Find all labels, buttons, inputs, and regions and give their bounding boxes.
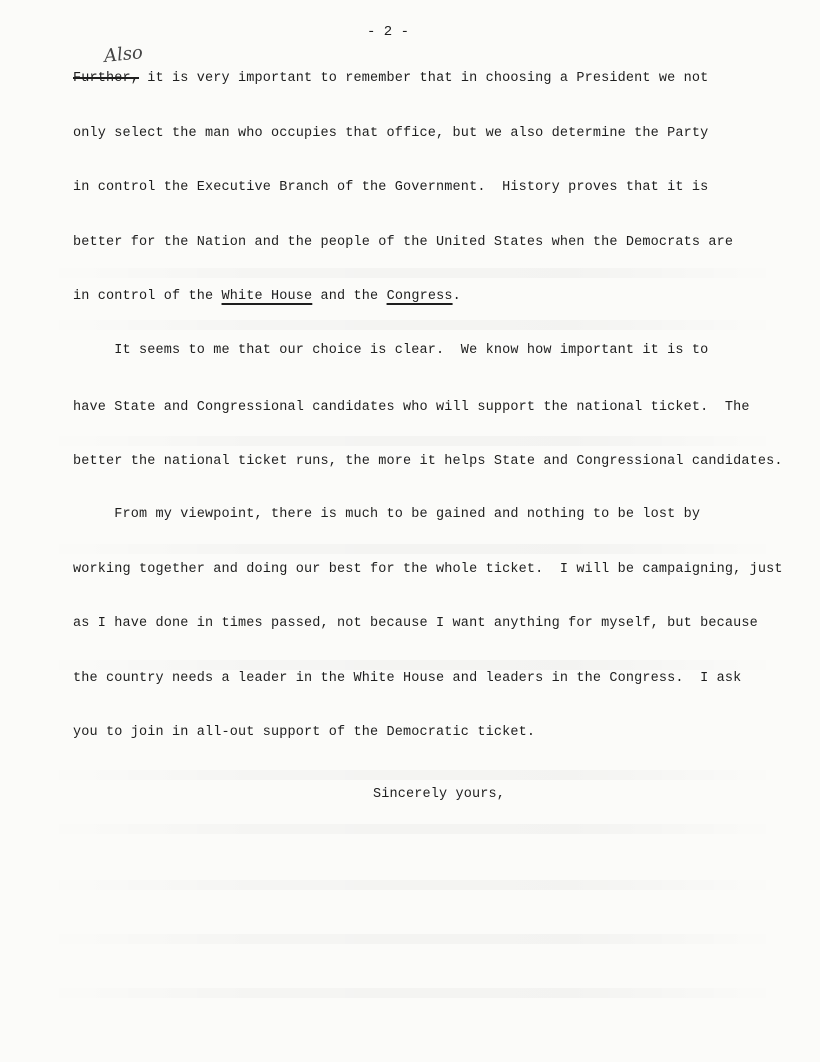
text-line: [73, 614, 758, 634]
text-run: it is very important to remember that in choosing a President we not: [139, 71, 709, 86]
text-line: [73, 124, 708, 144]
text-line: [73, 341, 708, 361]
text-run: you to join in all-out support of the Democratic ticket.: [73, 725, 536, 740]
text-line: [73, 398, 750, 418]
closing: Sincerely yours,: [373, 787, 506, 802]
underlined-text: Congress: [386, 289, 453, 304]
text-run: and the: [312, 289, 387, 304]
text-line: [73, 233, 733, 253]
text-line: [73, 505, 700, 525]
page-number: - 2 -: [367, 24, 410, 40]
handwritten-annotation: Also: [103, 42, 144, 67]
text-run: the country needs a leader in the White House and leaders in the Congress. I ask: [73, 671, 742, 686]
text-run: better for the Nation and the people of the United States when the Democrats are: [73, 235, 734, 250]
text-line: [73, 178, 708, 198]
text-line: [73, 287, 461, 307]
text-line: [73, 723, 535, 743]
text-run: only select the man who occupies that office, but we also determine the Party: [73, 126, 709, 141]
text-run: From my viewpoint, there is much to be gained and nothing to be lost by: [73, 507, 701, 522]
text-run: as I have done in times passed, not because I want anything for myself, but because: [73, 616, 758, 631]
text-line: [73, 452, 783, 472]
text-line: [73, 560, 783, 580]
text-run: better the national ticket runs, the more it helps State and Congressional candidates.: [73, 454, 783, 469]
text-run: have State and Congressional candidates who will support the national ticket. The: [73, 400, 750, 415]
text-run: working together and doing our best for the whole ticket. I will be campaigning, just: [73, 562, 783, 577]
text-run: .: [452, 289, 461, 304]
text-run: It seems to me that our choice is clear. We know how important it is to: [73, 343, 709, 358]
struck-word: Further,: [73, 71, 140, 86]
text-run: in control of the: [73, 289, 222, 304]
underlined-text: White House: [221, 289, 313, 304]
text-line: [73, 669, 741, 689]
text-run: in control the Executive Branch of the Government. History proves that it is: [73, 180, 709, 195]
text-line: [73, 69, 708, 89]
